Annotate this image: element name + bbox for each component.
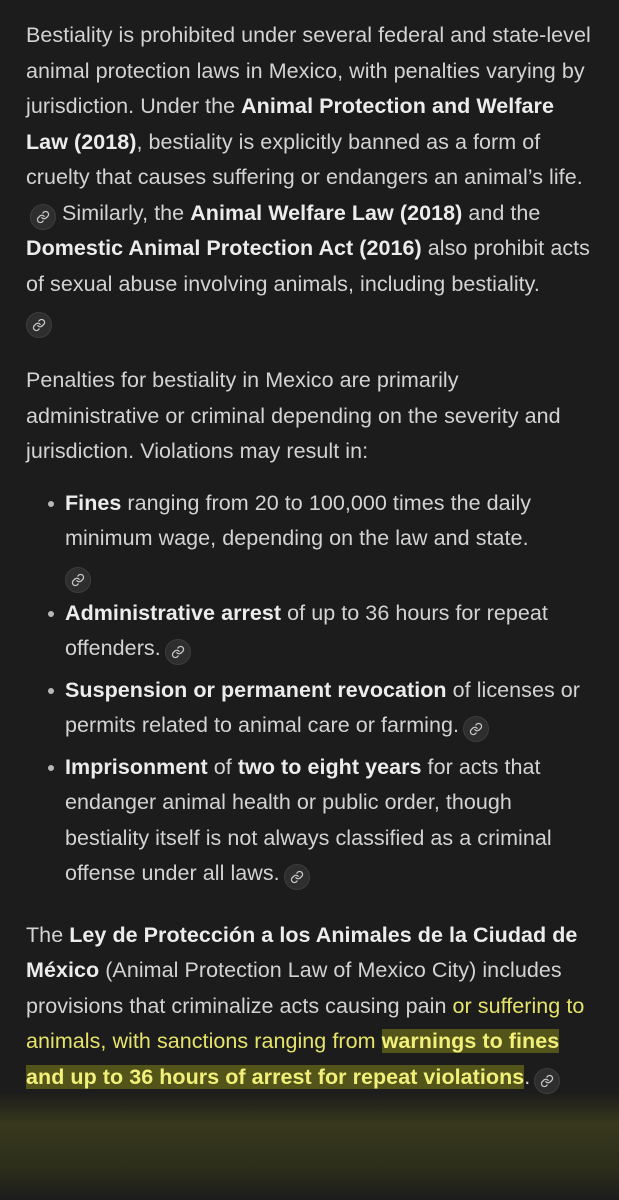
source-link-button[interactable]: [65, 567, 91, 593]
list-item: [26, 673, 596, 744]
bullet-text: of: [207, 754, 238, 779]
link-icon: [36, 210, 50, 224]
closing-paragraph: [26, 918, 596, 1096]
list-item: [26, 750, 596, 892]
intro-text-3: Similarly, the: [56, 200, 191, 225]
source-link-button[interactable]: [30, 204, 56, 230]
link-icon: [469, 722, 483, 736]
source-link-button[interactable]: [463, 716, 489, 742]
law-name-mexico-city: Ley de Protección a los Animales de la Ciudad de México: [26, 922, 578, 982]
closing-text-1: The: [26, 922, 70, 947]
list-item: [26, 486, 596, 590]
bullet-bold: Imprisonment: [65, 754, 208, 779]
bullet-bold: Fines: [65, 490, 122, 515]
bullet-bold: Administrative arrest: [65, 600, 282, 625]
bullet-text: for acts that endanger animal health or public order, though bestiality itself is not always classified as a criminal offense under all laws.: [65, 754, 552, 885]
intro-text-1: Bestiality is prohibited under several federal and state-level animal protection laws in Mexico, with penalties varying by jurisdiction. Under the: [26, 23, 591, 118]
bullet-text: of licenses or permits related to animal care or farming.: [65, 677, 581, 737]
source-link-button[interactable]: [26, 312, 52, 338]
bullet-text: of up to 36 hours for repeat offenders.: [65, 600, 548, 660]
answer-content: [26, 18, 596, 1095]
intro-text-4: and the: [462, 200, 541, 225]
link-icon: [290, 870, 304, 884]
link-icon: [71, 573, 85, 587]
bullet-text: ranging from 20 to 100,000 times the daily minimum wage, depending on the law and state.: [65, 490, 532, 550]
highlight-glow: [0, 1092, 619, 1200]
closing-text-2: (Animal Protection Law of Mexico City) includes provisions that criminalize acts causing pain: [26, 958, 562, 1018]
highlighted-text-strong: warnings to fines and up to 36 hours of arrest for repeat violations: [26, 1029, 560, 1089]
penalties-list: [26, 486, 596, 892]
law-name-domestic-animal-protection: Domestic Animal Protection Act (2016): [26, 236, 422, 260]
source-link-button[interactable]: [534, 1068, 560, 1094]
bullet-bold-2: two to eight years: [237, 754, 422, 779]
intro-text-2: , bestiality is explicitly banned as a form of cruelty that causes suffering or endangers an animal’s life.: [26, 129, 583, 189]
law-name-animal-protection-welfare: Animal Protection and Welfare Law (2018): [26, 94, 554, 154]
bullet-bold: Suspension or permanent revocation: [65, 677, 447, 702]
intro-paragraph: [26, 18, 596, 302]
penalties-paragraph: Penalties for bestiality in Mexico are primarily administrative or criminal depending on the severity and jurisdiction. Violations may result in:: [26, 368, 561, 463]
link-icon: [540, 1074, 554, 1088]
source-link-button[interactable]: [165, 639, 191, 665]
highlighted-text-soft: or suffering to animals, with sanctions ranging from: [26, 993, 585, 1053]
link-icon: [171, 645, 185, 659]
intro-text-5: also prohibit acts of sexual abuse involving animals, including bestiality.: [26, 236, 590, 296]
list-item: [26, 596, 596, 667]
closing-text-3: .: [524, 1064, 531, 1089]
source-link-button[interactable]: [284, 864, 310, 890]
law-name-animal-welfare: Animal Welfare Law (2018): [190, 200, 463, 225]
link-icon: [32, 318, 46, 332]
